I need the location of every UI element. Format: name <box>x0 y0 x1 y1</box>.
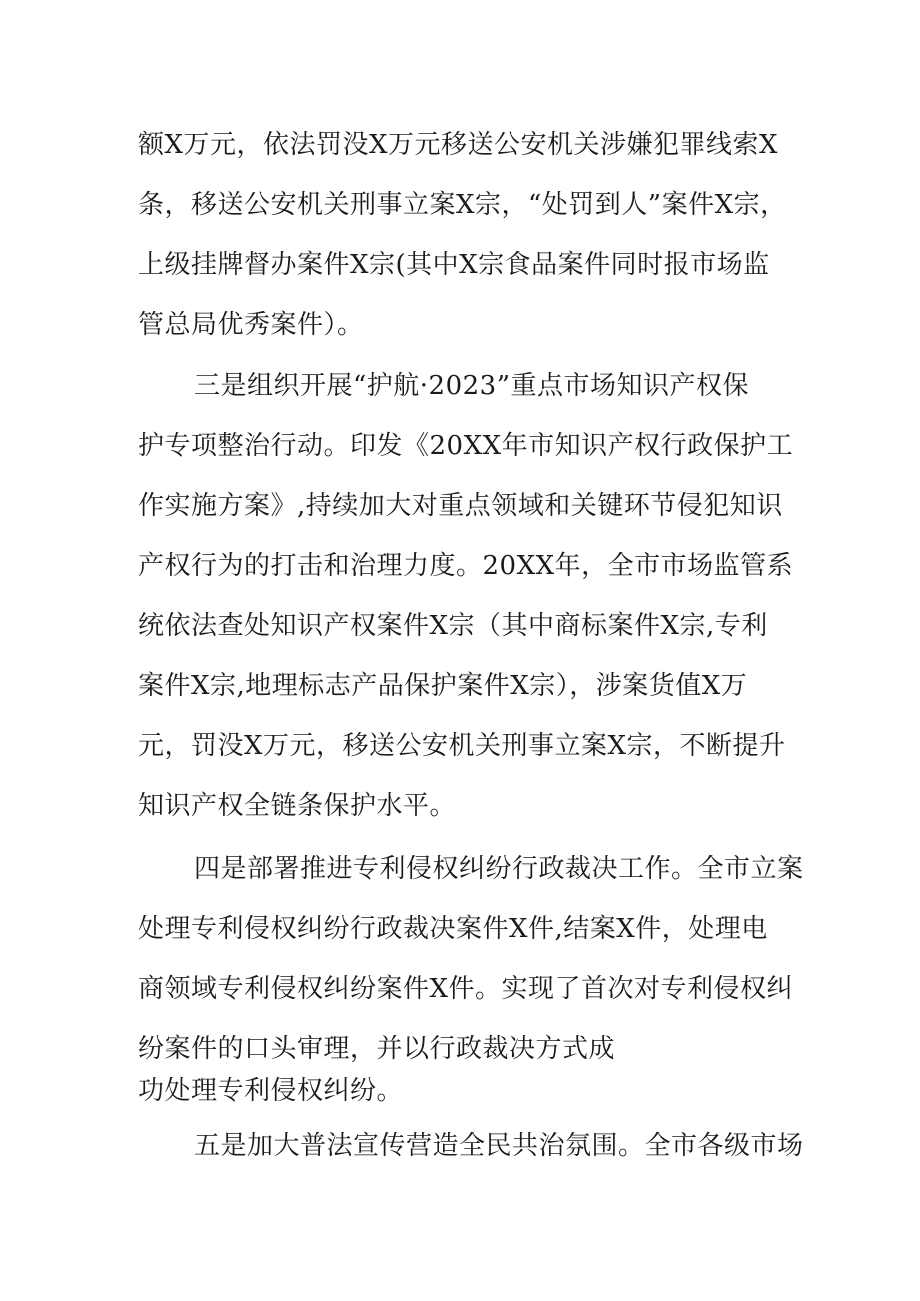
text-line: 上级挂牌督办案件X宗(其中X宗食品案件同时报市场监 <box>138 250 770 280</box>
text-line: 作实施方案》,持续加大对重点领域和关键环节侵犯知识 <box>138 491 783 521</box>
text-line: 案件X宗,地理标志产品保护案件X宗），涉案货值X万 <box>138 671 748 701</box>
text-line: 纷案件的口头审理，并以行政裁决方式成 <box>138 1034 616 1064</box>
text-line: 处理专利侵权纠纷行政裁决案件X件,结案X件，处理电 <box>138 914 768 944</box>
text-line: 额X万元，依法罚没X万元移送公安机关涉嫌犯罪线索X <box>138 130 779 160</box>
text-line: 商领域专利侵权纠纷案件X件。实现了首次对专利侵权纠 <box>138 974 794 1004</box>
text-line: 护专项整治行动。印发《20XX年市知识产权行政保护工 <box>138 431 794 461</box>
text-line: 元，罚没X万元，移送公安机关刑事立案X宗，不断提升 <box>138 731 786 761</box>
text-line: 统依法查处知识产权案件X宗（其中商标案件X宗,专利 <box>138 611 768 641</box>
text-line: 管总局优秀案件）。 <box>138 310 364 340</box>
text-line: 产权行为的打击和治理力度。20XX年，全市市场监管系 <box>138 551 794 581</box>
text-line: 条，移送公安机关刑事立案X宗，“处罚到人”案件X宗， <box>138 190 787 220</box>
text-line: 功处理专利侵权纠纷。 <box>138 1076 404 1106</box>
paragraph-start-line: 三是组织开展“护航·2023”重点市场知识产权保 <box>194 371 750 401</box>
text-line: 知识产权全链条保护水平。 <box>138 791 457 821</box>
paragraph-start-line: 五是加大普法宣传营造全民共治氛围。全市各级市场 <box>194 1131 804 1161</box>
paragraph-start-line: 四是部署推进专利侵权纠纷行政裁决工作。全市立案 <box>194 854 804 884</box>
